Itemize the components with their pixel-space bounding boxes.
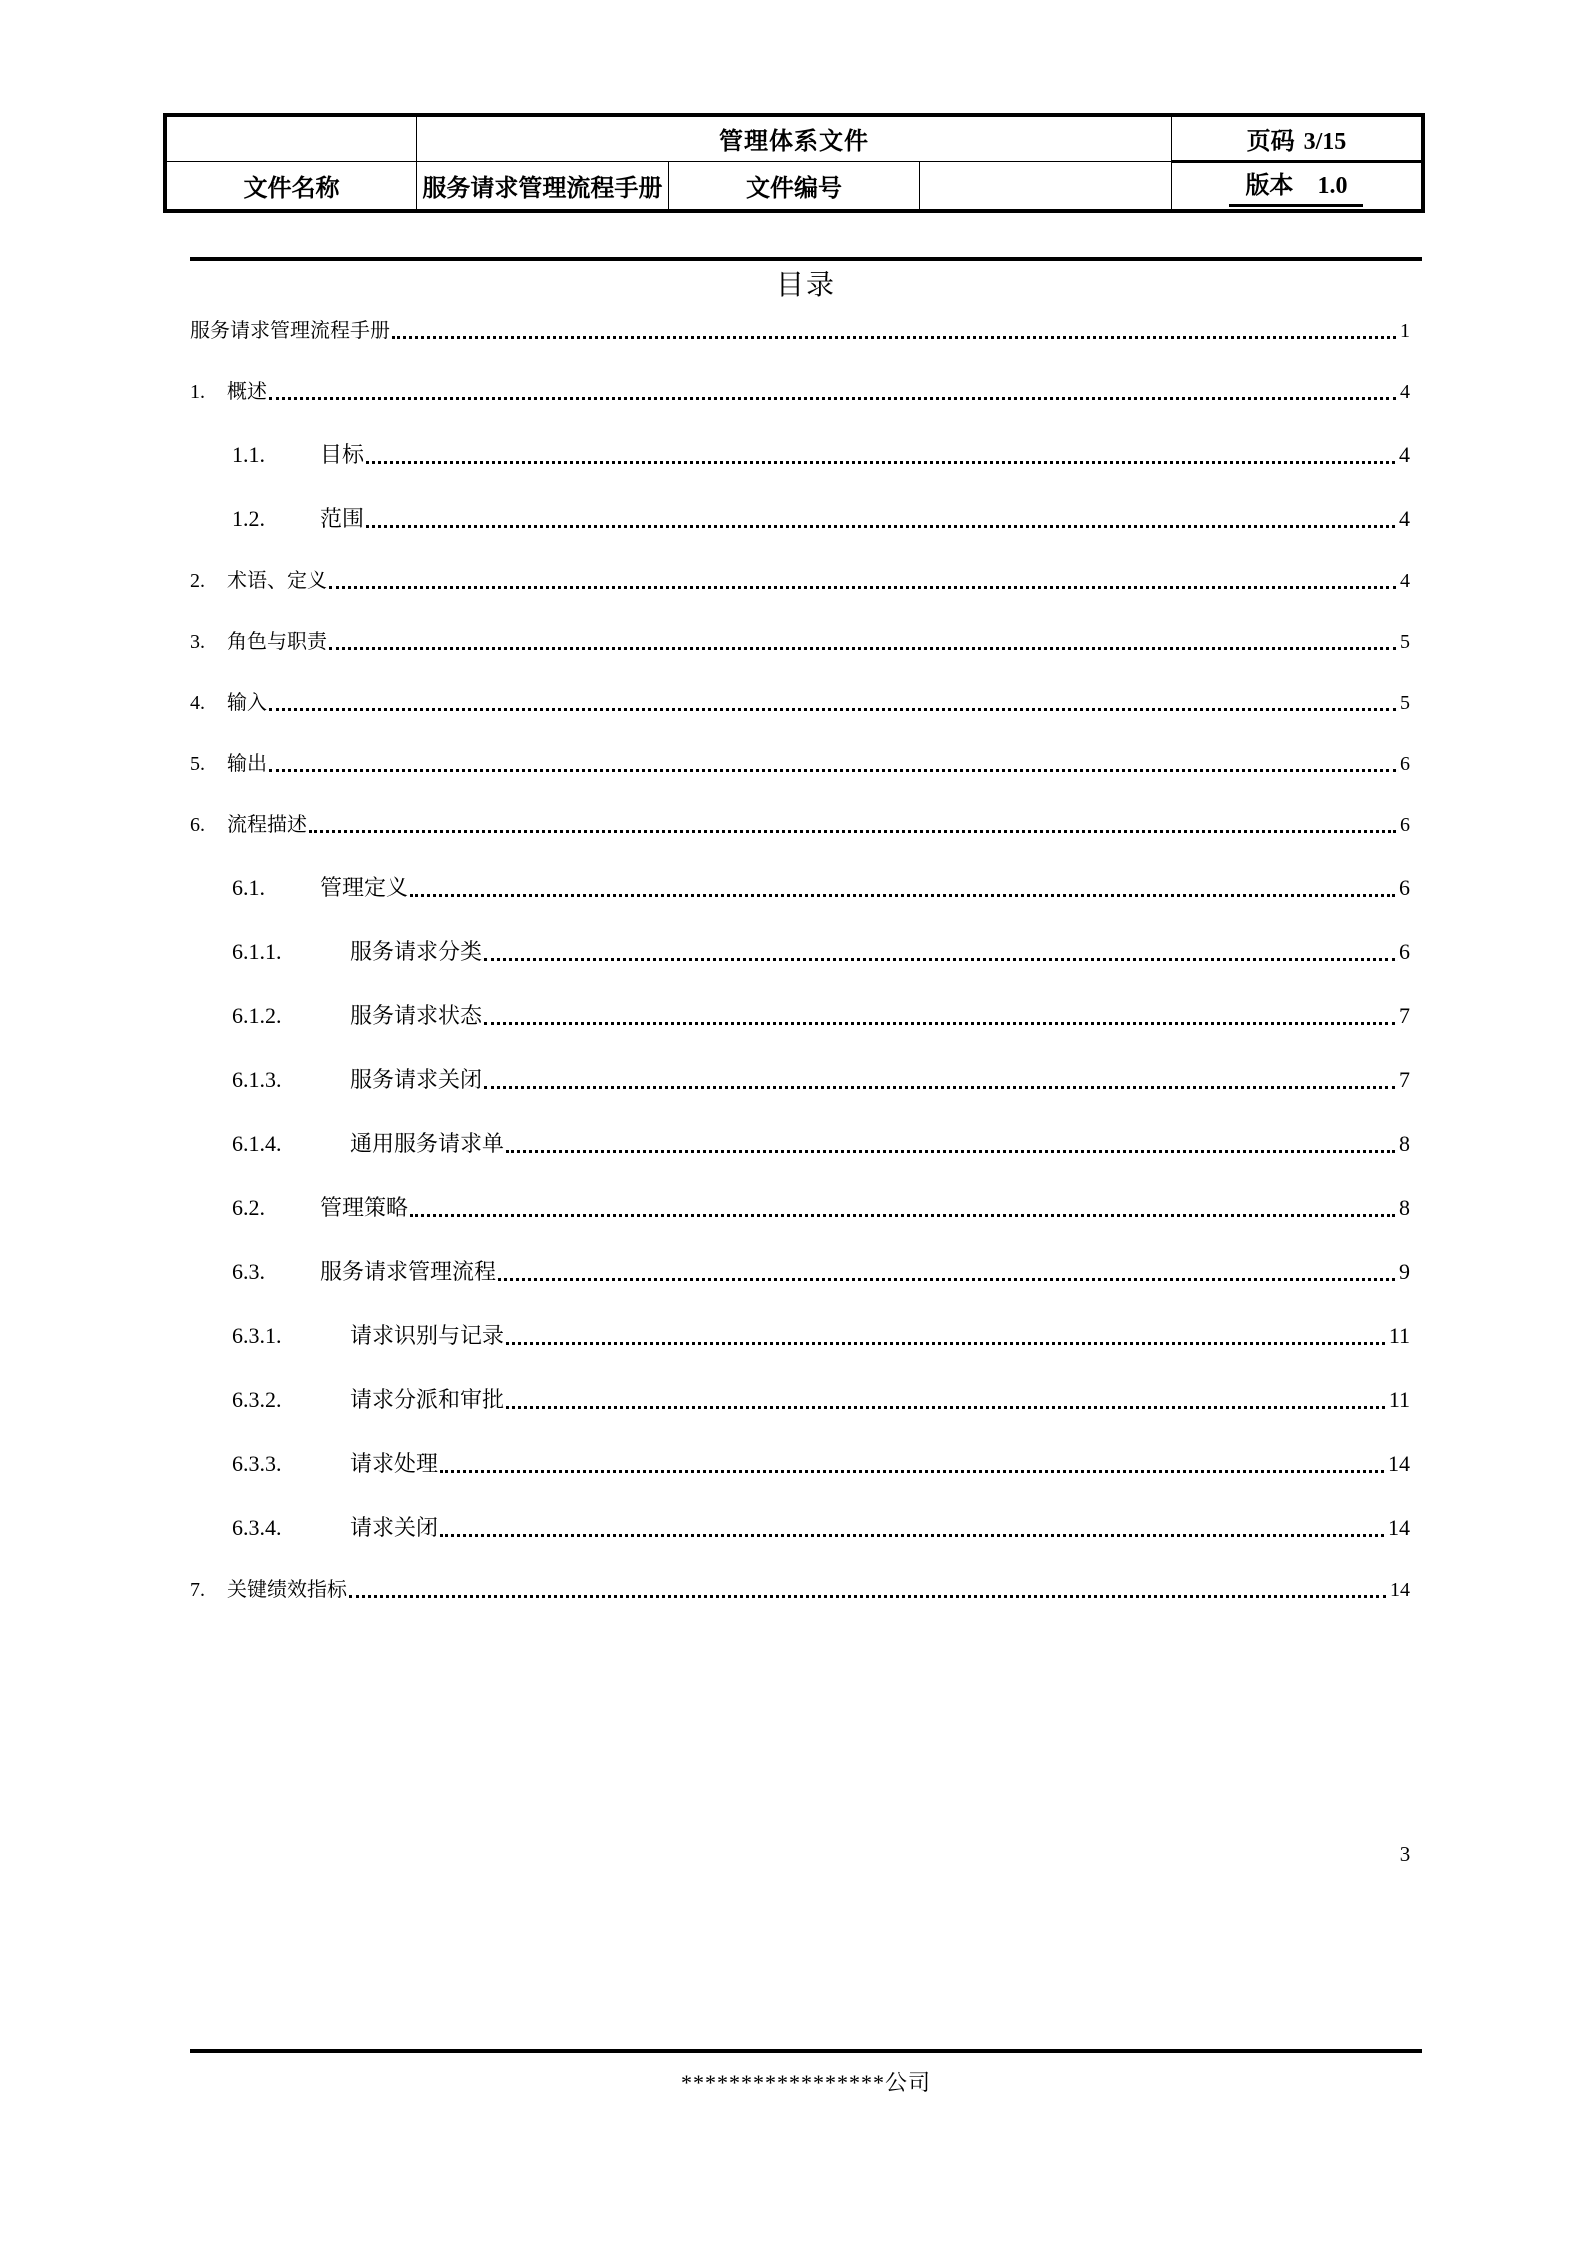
toc-dotted-leader: [269, 397, 1396, 400]
page-code-cell: [1171, 115, 1423, 161]
toc-entry-number: 1.2.: [232, 506, 265, 531]
toc-dotted-leader: [410, 894, 1395, 897]
toc-dotted-leader: [269, 769, 1396, 772]
toc-entry[interactable]: [190, 1128, 1410, 1159]
toc-dotted-leader: [329, 647, 1396, 650]
toc-entry[interactable]: [190, 378, 1410, 406]
toc-entry[interactable]: [190, 1192, 1410, 1223]
toc-entry-label: 术语、定义: [227, 570, 327, 592]
header-separator-line: [190, 257, 1422, 261]
toc-dotted-leader: [506, 1342, 1385, 1345]
toc-entry-label: 服务请求管理流程: [320, 1259, 497, 1284]
toc-entry[interactable]: [190, 503, 1410, 534]
toc-entry-page: 4: [1400, 570, 1410, 592]
toc-entry-label: 服务请求关闭: [350, 1067, 483, 1092]
toc-dotted-leader: [366, 461, 1395, 464]
toc-entry-number: 4.: [190, 692, 205, 714]
toc-entry-label: 概述: [227, 381, 267, 403]
toc-entry-page: 8: [1399, 1131, 1410, 1156]
toc-entry[interactable]: [190, 1384, 1410, 1415]
toc-entry-number: 6.3.2.: [232, 1387, 282, 1412]
toc-entry-page: 7: [1399, 1003, 1410, 1028]
toc-entry-page: 9: [1399, 1259, 1410, 1284]
toc-entry-page: 6: [1399, 875, 1410, 900]
toc-dotted-leader: [440, 1470, 1384, 1473]
toc-entry-label: 管理策略: [320, 1195, 409, 1220]
toc-entry[interactable]: [190, 811, 1410, 839]
toc-entry-page: 5: [1400, 692, 1410, 714]
toc-entry[interactable]: [190, 567, 1410, 595]
toc-entry-label: 服务请求管理流程手册: [190, 320, 390, 342]
toc-entry-page: 14: [1388, 1515, 1410, 1540]
toc-entry[interactable]: [190, 439, 1410, 470]
toc-entry-number: 7.: [190, 1579, 205, 1601]
toc-entry-number: 6.1.4.: [232, 1131, 282, 1156]
toc-entry-number: 1.: [190, 381, 205, 403]
toc-entry[interactable]: [190, 872, 1410, 903]
toc-entry-label: 请求处理: [350, 1451, 439, 1476]
toc-entry-number: 6.3.: [232, 1259, 265, 1284]
toc-entry[interactable]: [190, 1256, 1410, 1287]
toc-entry-number: 6.1.3.: [232, 1067, 282, 1092]
toc-entry-page: 14: [1390, 1579, 1410, 1601]
toc-entry-page: 11: [1388, 1323, 1410, 1348]
toc-entry-number: 6.1.: [232, 875, 265, 900]
toc-entry-label: 输出: [227, 753, 267, 775]
toc-entry-label: 管理定义: [320, 875, 409, 900]
toc-entry-label: 服务请求状态: [350, 1003, 483, 1028]
toc-entry-page: 7: [1399, 1067, 1410, 1092]
toc-entry[interactable]: [190, 1000, 1410, 1031]
toc-entry-number: 5.: [190, 753, 205, 775]
version-cell: [1171, 161, 1423, 211]
toc-entry-label: 范围: [320, 506, 365, 531]
toc-entry-page: 11: [1388, 1387, 1410, 1412]
toc-entry-number: 6.2.: [232, 1195, 265, 1220]
version-underlined-text: [1229, 165, 1363, 207]
page-code-value: 3/15: [1303, 128, 1347, 155]
document-category: 管理体系文件: [417, 115, 1172, 161]
toc-entry-number: 2.: [190, 570, 205, 592]
toc-entry-page: 4: [1399, 442, 1410, 467]
toc-entry-label: 服务请求分类: [350, 939, 483, 964]
toc-entry-number: 1.1.: [232, 442, 265, 467]
toc-entry[interactable]: [190, 1448, 1410, 1479]
toc-dotted-leader: [440, 1534, 1384, 1537]
toc-entry-label: 关键绩效指标: [227, 1579, 347, 1601]
header-empty-cell: [165, 115, 417, 161]
toc-title: 目录: [775, 270, 836, 301]
file-code-label-cell: 文件编号: [668, 161, 920, 211]
toc-entry-page: 6: [1399, 939, 1410, 964]
toc-dotted-leader: [506, 1150, 1395, 1153]
toc-entry-number: 6.3.3.: [232, 1451, 282, 1476]
toc-entry-number: 6.3.1.: [232, 1323, 282, 1348]
toc-entry-number: 6.1.1.: [232, 939, 282, 964]
toc-entry-page: 6: [1400, 814, 1410, 836]
toc-dotted-leader: [392, 336, 1396, 339]
toc-entry-page: 6: [1400, 753, 1410, 775]
toc-dotted-leader: [309, 830, 1396, 833]
page-number: 3: [1399, 1842, 1411, 1866]
toc-entry-label: 目标: [320, 442, 365, 467]
toc-entry-label: 请求分派和审批: [350, 1387, 505, 1412]
toc-entry-page: 8: [1399, 1195, 1410, 1220]
footer-company: *****************公司: [680, 2070, 931, 2095]
toc-entry-label: 请求识别与记录: [350, 1323, 505, 1348]
toc-entry-number: 6.1.2.: [232, 1003, 282, 1028]
toc-dotted-leader: [506, 1406, 1385, 1409]
toc-entry[interactable]: [190, 936, 1410, 967]
toc-entry-page: 5: [1400, 631, 1410, 653]
toc-entry-page: 1: [1400, 320, 1410, 342]
toc-dotted-leader: [349, 1595, 1386, 1598]
toc-entry-page: 14: [1388, 1451, 1410, 1476]
toc-dotted-leader: [366, 525, 1395, 528]
toc-dotted-leader: [484, 1086, 1395, 1089]
toc-entry-page: 4: [1400, 381, 1410, 403]
toc-dotted-leader: [269, 708, 1396, 711]
version-label: 版本: [1245, 172, 1294, 199]
toc-list: [190, 317, 1410, 1637]
toc-dotted-leader: [329, 586, 1396, 589]
toc-entry-label: 通用服务请求单: [350, 1131, 505, 1156]
toc-entry[interactable]: [190, 1320, 1410, 1351]
document-header-table: [163, 113, 1425, 213]
toc-entry-label: 流程描述: [227, 814, 307, 836]
toc-entry[interactable]: [190, 317, 1410, 345]
toc-entry-label: 角色与职责: [227, 631, 327, 653]
toc-entry-page: 4: [1399, 506, 1410, 531]
toc-entry-label: 请求关闭: [350, 1515, 439, 1540]
toc-entry[interactable]: [190, 750, 1410, 778]
toc-entry-label: 输入: [227, 692, 267, 714]
file-name-value-cell: 服务请求管理流程手册: [417, 161, 669, 211]
file-code-value-cell: [920, 161, 1172, 211]
page-code-label: 页码: [1246, 128, 1295, 155]
toc-entry[interactable]: [190, 628, 1410, 656]
toc-entry-number: 6.3.4.: [232, 1515, 282, 1540]
footer-separator-line: [190, 2049, 1422, 2053]
toc-entry-number: 3.: [190, 631, 205, 653]
toc-entry[interactable]: [190, 1576, 1410, 1604]
toc-entry[interactable]: [190, 1512, 1410, 1543]
toc-entry[interactable]: [190, 689, 1410, 717]
toc-dotted-leader: [484, 958, 1395, 961]
toc-entry[interactable]: [190, 1064, 1410, 1095]
toc-dotted-leader: [498, 1278, 1395, 1281]
toc-entry-number: 6.: [190, 814, 205, 836]
toc-dotted-leader: [484, 1022, 1395, 1025]
file-name-label-cell: 文件名称: [165, 161, 417, 211]
toc-dotted-leader: [410, 1214, 1395, 1217]
version-value: 1.0: [1317, 172, 1348, 199]
